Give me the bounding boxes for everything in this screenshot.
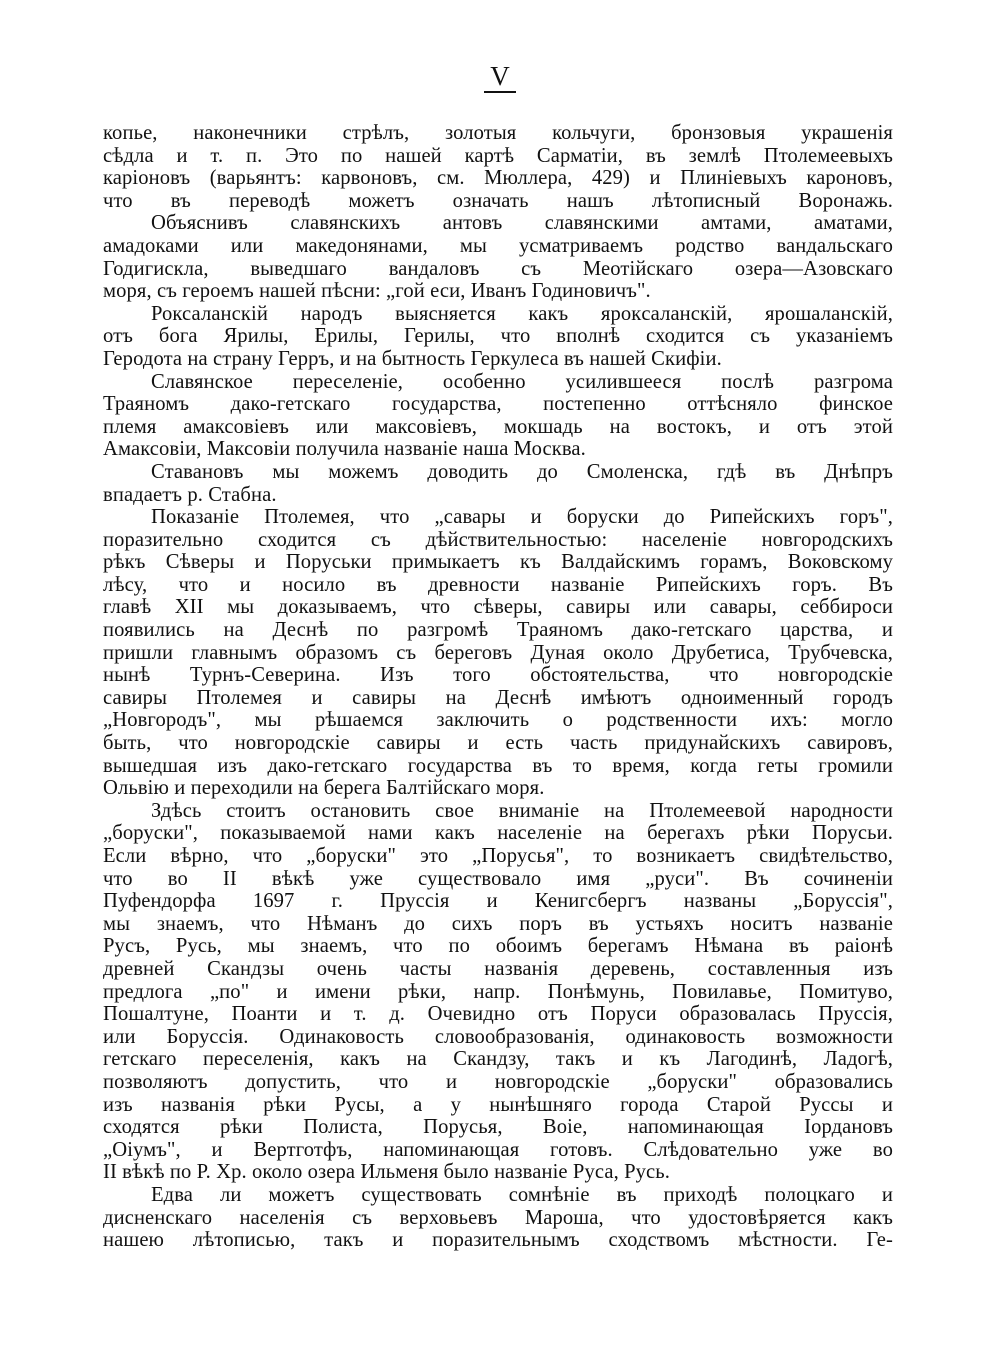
- text-line: моря, съ героемъ нашей пѣсни: „гой еси, Иванъ Годиновичъ".: [103, 280, 651, 303]
- text-line: рѣкъ Сѣверы и Поруськи примыкаетъ къ Валдайскимъ горамъ, Воковскому: [103, 551, 893, 574]
- text-line: сѣдла и т. п. Это по нашей картѣ Сарматіи, въ землѣ Птолемеевыхъ: [103, 144, 893, 167]
- text-line: племя амаксовіевъ или максовіевъ, мокшадь на востокъ, и отъ этой: [103, 415, 893, 438]
- text-line: Годигискла, выведшаго вандаловъ съ Меотійскаго озера—Азовскаго: [103, 257, 893, 280]
- text-line: нынѣ Турнъ-Северина. Изъ того обстоятельства, что новгородскіе: [103, 664, 893, 687]
- text-line: Геродота на страну Герръ, и на бытность Геркулеса въ нашей Скифіи.: [103, 347, 722, 370]
- text-line: Ольвію и переходили на берега Балтійскаго моря.: [103, 777, 545, 800]
- text-line: изъ названія рѣки Русы, а у нынѣшняго города Старой Руссы и: [103, 1093, 893, 1116]
- text-line: Показаніе Птолемея, что „савары и боруски до Рипейскихъ горъ",: [151, 506, 893, 529]
- text-line: нашею лѣтописью, такъ и поразительнымъ сходствомъ мѣстности. Ге-: [103, 1229, 893, 1252]
- text-line: Амаксовіи, Максовіи получила названіе наша Москва.: [103, 438, 586, 461]
- text-line: Пошалтуне, Поанти и т. д. Очевидно отъ Поруси образовалась Пруссія,: [103, 1003, 893, 1026]
- page-number: [0, 60, 1000, 93]
- text-line: лѣсу, что и носило въ древности названіе Рипейскихъ горъ. Въ: [103, 573, 893, 596]
- text-line: савиры Птолемея и савиры на Деснѣ имѣютъ одноименный городъ: [103, 686, 893, 709]
- text-line: Роксаланскій народъ выясняется какъ ярокcаланскій, ярошаланскій,: [151, 302, 893, 325]
- text-line: впадаетъ р. Стабна.: [103, 483, 277, 506]
- text-line: сходятся рѣки Полиста, Порусья, Воіе, напоминающая Іордановъ: [103, 1116, 893, 1139]
- text-line: Объяснивъ славянскихъ антовъ славянскими амтами, аматами,: [151, 212, 893, 235]
- text-line: главѣ XII мы доказываемъ, что сѣверы, савиры или савары, себбироси: [103, 596, 893, 619]
- text-line: копье, наконечники стрѣлъ, золотыя кольчуги, бронзовыя украшенія: [103, 122, 893, 144]
- text-line: отъ бога Ярилы, Ерилы, Герилы, что вполнѣ сходится съ указаніемъ: [103, 325, 893, 348]
- text-line: Ставановъ мы можемъ доводить до Смоленска, гдѣ въ Днѣпръ: [151, 460, 893, 483]
- text-line: Едва ли можетъ существовать сомнѣніе въ приходѣ полоцкаго и: [151, 1183, 893, 1206]
- body-text: [103, 122, 893, 1252]
- text-line: Здѣсь стоитъ остановить свое вниманіе на Птолемеевой народности: [151, 799, 893, 822]
- text-line: гетскаго переселенія, какъ на Скандзу, такъ и къ Лагодинѣ, Ладогѣ,: [103, 1048, 893, 1071]
- text-line: быть, что новгородскіе савиры и есть часть придунайскихъ савировъ,: [103, 732, 893, 755]
- text-line: появились на Деснѣ по разгромѣ Траяномъ дако-гетскаго царства, и: [103, 619, 893, 642]
- text-line: предлога „по" и имени рѣки, напр. Понѣмунь, Повилавье, Помитуво,: [103, 980, 893, 1003]
- text-line: каріоновъ (варьянтъ: карвоновъ, см. Мюллера, 429) и Плиніевыхъ кароновъ,: [103, 167, 893, 190]
- text-line: мы знаемъ, что Нѣманъ до сихъ поръ въ устьяхъ носитъ названіе: [103, 912, 893, 935]
- text-line: II вѣкѣ по Р. Хр. около озера Ильменя было названіе Руса, Русь.: [103, 1161, 670, 1184]
- text-line: Если вѣрно, что „боруски" это „Порусья", то возникаетъ свидѣтельство,: [103, 845, 893, 867]
- text-line: пришли главнымъ образомъ съ береговъ Дуная около Друбетиса, Трубчевска,: [103, 641, 893, 664]
- text-line: что въ переводѣ можетъ означать нашъ лѣтописный Воронажь.: [103, 189, 893, 212]
- text-line: „Оіумъ", и Вертготфъ, напоминающая готовъ. Слѣдовательно уже во: [103, 1138, 893, 1161]
- text-line: вышедшая изъ дако-гетскаго государства въ то время, когда геты громили: [103, 754, 893, 777]
- text-line: амадоками или македонянами, мы усматриваемъ родство вандальскаго: [103, 234, 893, 257]
- text-line: Русъ, Русь, мы знаемъ, что по обоимъ берегамъ Нѣмана въ раіонѣ: [103, 935, 893, 958]
- text-line: позволяютъ допустить, что и новгородскіе „боруски" образовались: [103, 1070, 893, 1093]
- text-line: дисненскаго населенія съ верховьевъ Мароша, что удостовѣряется какъ: [103, 1206, 893, 1229]
- text-line: Пуфендорфа 1697 г. Пруссія и Кенигсбергъ названы „Боруссія",: [103, 890, 893, 913]
- text-line: поразительно сходится съ дѣйствительностью: населеніе новгородскихъ: [103, 528, 893, 551]
- text-line: древней Скандзы очень часты названія деревень, составленныя изъ: [103, 957, 893, 980]
- text-line: что во II вѣкѣ уже существовало имя „руси". Въ сочиненіи: [103, 867, 893, 890]
- text-line: Траяномъ дако-гетскаго государства, постепенно оттѣсняло финское: [103, 393, 893, 416]
- text-line: или Боруссія. Одинаковость словообразованія, одинаковость возможности: [103, 1025, 893, 1048]
- page-number-text: V: [484, 61, 516, 93]
- text-line: „боруски", показываемой нами какъ населеніе на берегахъ рѣки Порусьи.: [103, 822, 893, 845]
- text-line: „Новгородъ", мы рѣшаемся заключить о родственности ихъ: могло: [103, 709, 893, 732]
- text-line: Славянское переселеніе, особенно усилившееся послѣ разгрома: [151, 370, 893, 393]
